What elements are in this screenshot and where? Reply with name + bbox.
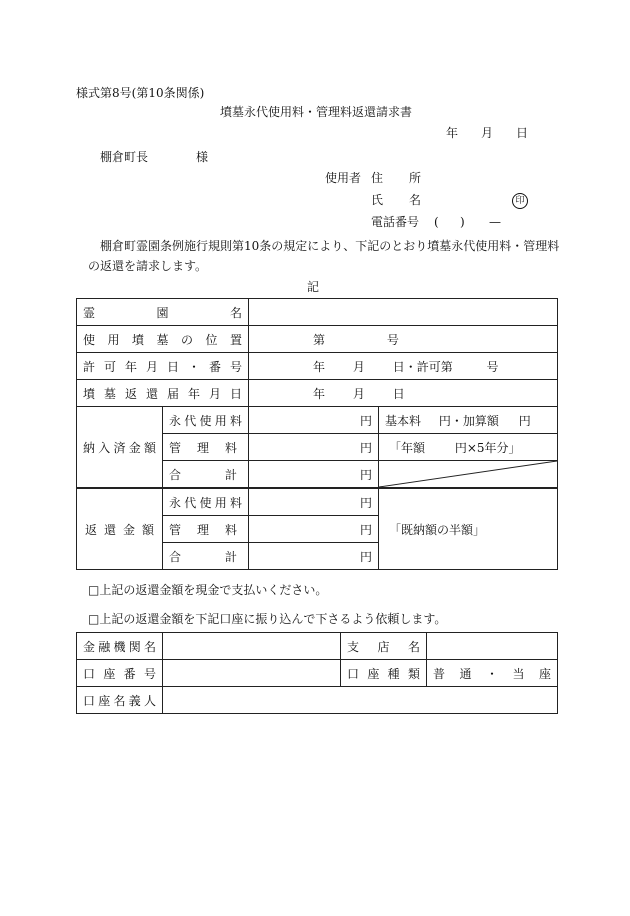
- label-char: 永: [169, 413, 182, 428]
- go-label: 号: [486, 359, 499, 374]
- separator-dot: ・: [485, 666, 498, 681]
- table-row: [77, 488, 558, 516]
- label-char: 使: [83, 332, 96, 347]
- label-char: 霊: [83, 305, 96, 320]
- yen-unit: 円: [518, 413, 531, 428]
- label-char: ・: [188, 359, 201, 374]
- additional-fee-label: 円・加算額: [438, 413, 499, 428]
- label-char: の: [181, 332, 194, 347]
- five-years-label: 円×5年分」: [454, 440, 521, 455]
- return-date-value-field[interactable]: [249, 380, 558, 407]
- table-row: [77, 633, 558, 660]
- touza-option[interactable]: 座: [538, 666, 551, 681]
- yen-unit: 円: [360, 495, 373, 510]
- label-char: 位: [205, 332, 218, 347]
- addressee: 棚倉町長: [100, 150, 149, 164]
- label-char: 口: [83, 666, 96, 681]
- label-char: 墓: [156, 332, 169, 347]
- label-char: 名: [143, 639, 156, 654]
- label-char: 園: [156, 305, 169, 320]
- refund-management-fee-field[interactable]: [249, 516, 379, 543]
- account-holder-field[interactable]: [163, 687, 558, 714]
- futsu-option[interactable]: 普: [433, 666, 446, 681]
- yen-unit: 円: [360, 522, 373, 537]
- label-char: 名: [230, 305, 243, 320]
- label-char: 年: [125, 359, 138, 374]
- table-row: [77, 687, 558, 714]
- label-char: 理: [196, 522, 209, 537]
- diagonal-line: [379, 461, 557, 487]
- label-char: 可: [104, 359, 117, 374]
- label-char: 用: [214, 413, 227, 428]
- seal-text: 印: [512, 193, 528, 209]
- touza-option[interactable]: 当: [512, 666, 525, 681]
- table-row: [77, 380, 558, 407]
- label-char: 機: [113, 639, 126, 654]
- paid-perpetual-fee-field[interactable]: [249, 407, 379, 434]
- label-char: 管: [169, 522, 182, 537]
- label-char: 返: [85, 522, 98, 537]
- yen-unit: 円: [360, 413, 373, 428]
- refund-group-label: [77, 488, 163, 570]
- cemetery-label: [77, 299, 249, 326]
- option-cash[interactable]: □上記の返還金額を現金で支払いください。: [88, 583, 328, 597]
- refund-note-cell: [379, 488, 558, 570]
- label-char: 金: [128, 440, 141, 455]
- account-type-label: [341, 660, 427, 687]
- label-char: 還: [103, 522, 116, 537]
- month-label: 月: [352, 359, 365, 374]
- label-char: 額: [143, 440, 156, 455]
- label-char: 口: [83, 693, 96, 708]
- paid-perpetual-fee-label: [163, 407, 249, 434]
- bank-table: [76, 632, 558, 714]
- go-label: 号: [386, 332, 399, 347]
- position-label: [77, 326, 249, 353]
- label-char: 許: [83, 359, 96, 374]
- document-title: 墳墓永代使用料・管理料返還請求書: [220, 105, 413, 119]
- month-label: 月: [352, 386, 365, 401]
- date-month-label: 月: [481, 126, 494, 140]
- phone-label: 電話番号: [371, 215, 420, 229]
- label-char: 日: [230, 386, 243, 401]
- day-permit-label: 日・許可第: [392, 359, 453, 374]
- address-label-2: 所: [409, 171, 422, 185]
- table-row: [77, 326, 558, 353]
- label-char: 使: [199, 495, 212, 510]
- label-char: 還: [146, 386, 159, 401]
- phone-paren-close: ): [460, 215, 465, 229]
- label-char: 代: [184, 413, 197, 428]
- paid-total-field[interactable]: [249, 461, 379, 489]
- return-date-label: [77, 380, 249, 407]
- label-char: 計: [224, 549, 237, 564]
- body-text-line2: の返還を請求します。: [88, 259, 208, 273]
- basic-fee-label: 基本料: [385, 413, 422, 428]
- label-char: 類: [407, 666, 420, 681]
- label-char: 義: [128, 693, 141, 708]
- label-char: 置: [230, 332, 243, 347]
- label-char: 関: [128, 639, 141, 654]
- label-char: 代: [184, 495, 197, 510]
- diagonal-blank-cell: [379, 461, 558, 489]
- label-char: 料: [230, 495, 243, 510]
- annual-amount-label: 「年額: [389, 440, 426, 455]
- branch-field[interactable]: [427, 633, 558, 660]
- permit-value-field[interactable]: [249, 353, 558, 380]
- honorific: 様: [196, 150, 209, 164]
- cemetery-value-field[interactable]: [249, 299, 558, 326]
- label-char: 号: [143, 666, 156, 681]
- label-char: 融: [98, 639, 111, 654]
- paid-total-label: [163, 461, 249, 489]
- label-char: 理: [196, 440, 209, 455]
- label-char: 座: [98, 693, 111, 708]
- day-label: 日: [392, 386, 405, 401]
- applicant-role: 使用者: [325, 171, 362, 185]
- seal-mark: [512, 193, 528, 209]
- label-char: 墓: [104, 386, 117, 401]
- label-char: 額: [141, 522, 154, 537]
- label-char: 料: [224, 440, 237, 455]
- account-number-label: [77, 660, 163, 687]
- branch-label: [341, 633, 427, 660]
- label-char: 返: [125, 386, 138, 401]
- label-char: 使: [199, 413, 212, 428]
- dai-label: 第: [313, 332, 326, 347]
- half-of-paid-note: 「既納額の半額」: [389, 522, 486, 537]
- yen-unit: 円: [360, 467, 373, 482]
- label-char: 済: [113, 440, 126, 455]
- bank-name-label: [77, 633, 163, 660]
- futsu-option[interactable]: 通: [459, 666, 472, 681]
- account-type-options[interactable]: [427, 660, 558, 687]
- table-row: [77, 299, 558, 326]
- body-text-line1: 棚倉町霊園条例施行規則第10条の規定により、下記のとおり墳墓永代使用料・管理料: [100, 239, 560, 253]
- label-char: 番: [123, 666, 136, 681]
- label-char: 支: [347, 639, 360, 654]
- label-char: 用: [214, 495, 227, 510]
- position-value-field[interactable]: [249, 326, 558, 353]
- label-char: 号: [230, 359, 243, 374]
- label-char: 口: [347, 666, 360, 681]
- label-char: 金: [83, 639, 96, 654]
- label-char: 種: [387, 666, 400, 681]
- name-label-2: 名: [409, 193, 422, 207]
- label-char: 合: [169, 549, 182, 564]
- refund-total-label: [163, 543, 249, 570]
- refund-perpetual-fee-field[interactable]: [249, 488, 379, 516]
- table-row: [77, 407, 558, 434]
- account-holder-label: [77, 687, 163, 714]
- paid-annual-note: [379, 434, 558, 461]
- yen-unit: 円: [360, 549, 373, 564]
- label-char: 日: [167, 359, 180, 374]
- label-char: 用: [107, 332, 120, 347]
- name-label-1: 氏: [371, 193, 384, 207]
- label-char: 店: [377, 639, 390, 654]
- phone-dash: —: [489, 215, 501, 229]
- main-table: [76, 298, 558, 570]
- phone-paren-open: (: [434, 215, 439, 229]
- label-char: 座: [367, 666, 380, 681]
- refund-management-fee-label: [163, 516, 249, 543]
- bank-name-field[interactable]: [163, 633, 341, 660]
- label-char: 合: [169, 467, 182, 482]
- table-row: [77, 353, 558, 380]
- paid-group-label: [77, 407, 163, 489]
- refund-perpetual-fee-label: [163, 488, 249, 516]
- label-char: 管: [169, 440, 182, 455]
- label-char: 番: [209, 359, 222, 374]
- label-char: 名: [407, 639, 420, 654]
- date-year-label: 年: [446, 126, 459, 140]
- label-char: 納: [83, 440, 96, 455]
- address-label-1: 住: [371, 171, 384, 185]
- paid-management-fee-label: [163, 434, 249, 461]
- paid-basic-note: [379, 407, 558, 434]
- date-day-label: 日: [516, 126, 529, 140]
- option-transfer[interactable]: □上記の返還金額を下記口座に振り込んで下さるよう依頼します。: [88, 612, 447, 626]
- label-char: 座: [103, 666, 116, 681]
- year-label: 年: [313, 386, 326, 401]
- label-char: 金: [122, 522, 135, 537]
- paid-management-fee-field[interactable]: [249, 434, 379, 461]
- label-char: 月: [209, 386, 222, 401]
- label-char: 墳: [132, 332, 145, 347]
- label-char: 計: [224, 467, 237, 482]
- label-char: 届: [167, 386, 180, 401]
- label-char: 人: [143, 693, 156, 708]
- label-char: 月: [146, 359, 159, 374]
- year-label: 年: [313, 359, 326, 374]
- form-number: 様式第8号(第10条関係): [76, 86, 205, 100]
- label-char: 永: [169, 495, 182, 510]
- label-char: 年: [188, 386, 201, 401]
- account-number-field[interactable]: [163, 660, 341, 687]
- ki-heading: 記: [307, 280, 320, 294]
- yen-unit: 円: [360, 440, 373, 455]
- table-row: [77, 660, 558, 687]
- label-char: 名: [113, 693, 126, 708]
- refund-total-field[interactable]: [249, 543, 379, 570]
- label-char: 料: [224, 522, 237, 537]
- label-char: 料: [230, 413, 243, 428]
- permit-label: [77, 353, 249, 380]
- label-char: 墳: [83, 386, 96, 401]
- label-char: 入: [98, 440, 111, 455]
